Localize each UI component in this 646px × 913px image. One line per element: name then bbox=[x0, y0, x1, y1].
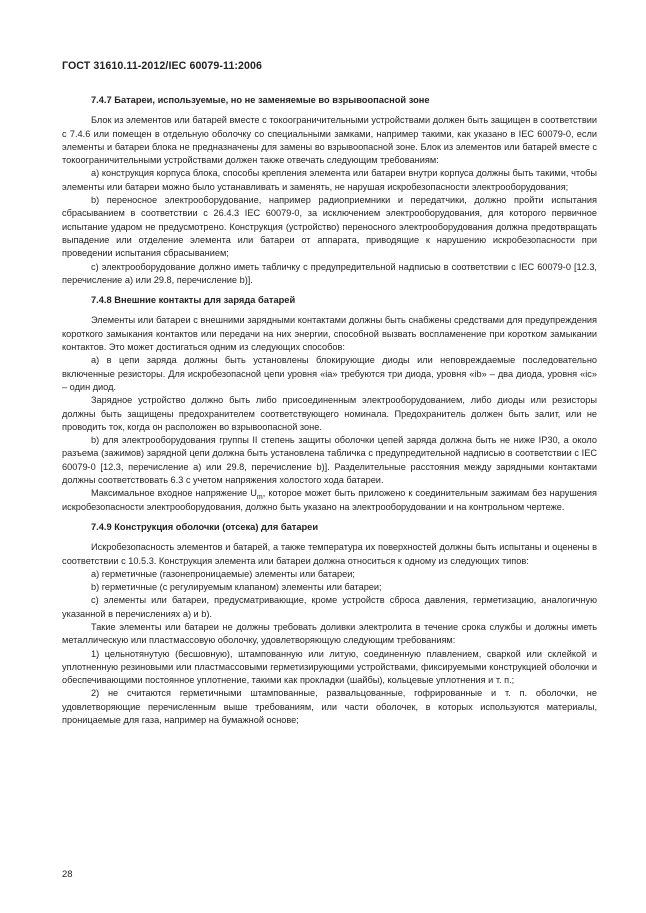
paragraph: Элементы или батареи с внешними зарядными контактами должны быть снабжены средствами для предупреждения короткого замыкания контактов или передачи на них энергии, способной вызвать воспламенение при коротком замыкании контактов. Это может достигаться одним из следующих способов: bbox=[62, 315, 597, 353]
paragraph: Искробезопасность элементов и батарей, а также температура их поверхностей должны быть испытаны и оценены в соответствии с 10.5.3. Конструкция элемента или батареи должна относиться к одному из следующих типов: bbox=[62, 542, 597, 566]
list-item-b: b) для электрооборудования группы II степень защиты оболочки цепей заряда должна быть не ниже IP30, а около разъема (зажимов) зарядной цепи должна быть установлена табличка с предупредительной надписью в соответствии с IEC 60079-0 [12.3, перечисление а) или 29.8, перечисление b)]. Разделительные расстояния между зарядными контактами должны соответствовать 6.3 с учетом напряжения холостого хода батареи. bbox=[62, 435, 597, 486]
paragraph: Блок из элементов или батарей вместе с токоограничительными устройствами должен быть защищен в соответствии с 7.4.6 или помещен в отдельную оболочку со специальными замками, например такими, как указано в IEC 60079-0, если элементы и батареи блока не предназначены для замены во взрывоопасной зоне. Блок из элементов или батарей вместе с токоограничительными устройствами должен также отвечать следующим требованиям: bbox=[62, 115, 597, 166]
section-heading-7-4-7: 7.4.7 Батареи, используемые, но не заменяемые во взрывоопасной зоне bbox=[91, 95, 430, 105]
list-item-a: a) конструкция корпуса блока, способы крепления элемента или батареи внутри корпуса должны быть такими, чтобы элементы или батареи можно было устанавливать и заменять, не нарушая искробезопасности электрооборудования; bbox=[62, 168, 597, 192]
voltage-text-before: Максимальное входное напряжение U bbox=[91, 488, 257, 499]
page-number: 28 bbox=[62, 869, 73, 880]
document-body bbox=[62, 94, 597, 727]
voltage-text-after: , которое может быть приложено к соединительным зажимам без нарушения искробезопасности электрооборудования, должно быть указано на электрооборудовании и на контрольном чертеже. bbox=[62, 488, 597, 512]
list-item-b: b) герметичные (с регулируемым клапаном) элементы или батареи; bbox=[91, 582, 382, 593]
list-item-c: c) электрооборудование должно иметь табличку с предупредительной надписью в соответствии с IEC 60079-0 [12.3, перечисление а) или 29.8, перечисление b)]. bbox=[62, 261, 597, 285]
paragraph: Зарядное устройство должно быть либо присоединенным электрооборудованием, либо диоды или резисторы должны быть защищены предохранителем соответствующего номинала. Предохранитель должен быть залит, или не проводить ток, когда он расположен во взрывоопасной зоне. bbox=[62, 395, 597, 432]
list-item-b: b) переносное электрооборудование, например радиоприемники и передатчики, должно пройти испытания сбрасыванием в соответствии с 26.4.3 IEC 60079-0, за исключением электрооборудования, для которого первичное испытание ударом не предусмотрено. Конструкция (устройство) переносного электрооборудования должна предотвращать выпадение или отделение элемента или батареи от аппарата, приводящие к нарушению искробезопасности при проведении испытания сбрасыванием; bbox=[62, 195, 597, 259]
document-header: ГОСТ 31610.11-2012/IEC 60079-11:2006 bbox=[62, 60, 263, 72]
section-heading-7-4-8: 7.4.8 Внешние контакты для заряда батарей bbox=[91, 295, 296, 306]
section-heading-7-4-9: 7.4.9 Конструкция оболочки (отсека) для батареи bbox=[91, 521, 319, 532]
list-item-1: 1) цельнотянутую (бесшовную), штампованную или литую, соединенную плавлением, сваркой или склейкой и уплотненную резиновыми или пластмассовыми герметизирующими устройствами, фиксируемыми конструкцией оболочки и обеспечивающими постоянное уплотнение, такими как прокладки (шайбы), кольцевые уплотнения и т. п.; bbox=[62, 648, 597, 686]
list-item-a: a) герметичные (газонепроницаемые) элементы или батареи; bbox=[91, 568, 355, 579]
list-item-2: 2) не считаются герметичными штампованные, развальцованные, гофрированные и т. п. оболочки, не удовлетворяющие перечисленным выше требованиям, или части оболочек, в которых используются материалы, проницаемые для газа, например на бумажной основе; bbox=[62, 688, 597, 726]
list-item-a: a) в цепи заряда должны быть установлены блокирующие диоды или неповреждаемые последовательно включенные резисторы. Для искробезопасной цепи уровня «ia» требуются три диода, уровня «ib» – два диода, уровня «ic» – один диод. bbox=[62, 355, 597, 392]
list-item-c: c) элементы или батареи, предусматривающие, кроме устройств сброса давления, герметизацию, аналогичную указанной в перечислениях а) и b). bbox=[62, 595, 597, 619]
voltage-paragraph bbox=[62, 487, 597, 514]
paragraph: Такие элементы или батареи не должны требовать доливки электролита в течение срока службы и должны иметь металлическую или пластмассовую оболочку, удовлетворяющую следующим требованиям: bbox=[62, 621, 597, 646]
voltage-subscript: m bbox=[256, 494, 263, 502]
